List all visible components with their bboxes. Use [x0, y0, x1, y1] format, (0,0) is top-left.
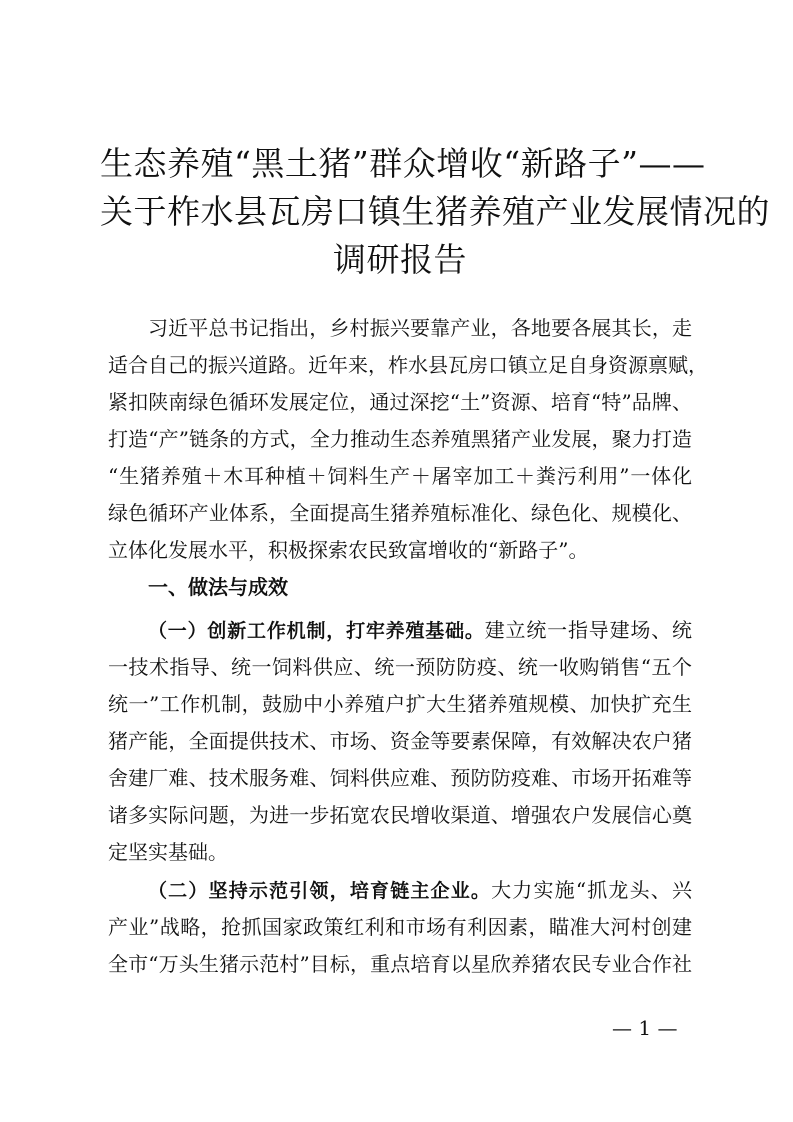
intro-line: 适合自己的振兴道路。近年来，柞水县瓦房口镇立足自身资源禀赋， — [108, 353, 708, 377]
section-1-line: 舍建厂难、技术服务难、饲料供应难、预防防疫难、市场开拓难等 — [108, 766, 692, 790]
section-1-line: 诸多实际问题，为进一步拓宽农民增收渠道、增强农户发展信心奠 — [108, 803, 692, 827]
section-2-lead: （二）坚持示范引领，培育链主企业。 — [148, 880, 492, 902]
section-2-line: 产业”战略，抢抓国家政策红利和市场有利因素，瞄准大河村创建 — [108, 915, 692, 939]
section-1-first-line-text: 建立统一指导建场、统 — [484, 618, 692, 642]
intro-line: 立体化发展水平，积极探索农民致富增收的“新路子”。 — [108, 538, 589, 562]
intro-line: 习近平总书记指出，乡村振兴要靠产业，各地要各展其长，走 — [148, 316, 692, 340]
intro-line: 紧扣陕南绿色循环发展定位，通过深挖“土”资源、培育“特”品牌、 — [108, 390, 692, 414]
section-heading: 一、做法与成效 — [148, 575, 288, 599]
section-1-first-line — [148, 618, 692, 642]
title-line: 关于柞水县瓦房口镇生猪养殖产业发展情况的 — [100, 192, 770, 231]
section-1-line: 统一”工作机制，鼓励中小养殖户扩大生猪养殖规模、加快扩充生 — [108, 692, 692, 716]
section-1-line: 一技术指导、统一饲料供应、统一预防防疫、统一收购销售“五个 — [108, 655, 692, 679]
intro-line: 打造“产”链条的方式，全力推动生态养殖黑猪产业发展，聚力打造 — [108, 427, 692, 451]
section-2-first-line-text: 大力实施“抓龙头、兴 — [491, 878, 692, 902]
section-1-line: 猪产能，全面提供技术、市场、资金等要素保障，有效解决农户猪 — [108, 729, 692, 753]
section-2-line: 全市“万头生猪示范村”目标，重点培育以星欣养猪农民专业合作社 — [108, 952, 692, 976]
intro-line: “生猪养殖＋木耳种植＋饲料生产＋屠宰加工＋粪污利用”一体化 — [108, 464, 692, 488]
section-1-line: 定坚实基础。 — [108, 840, 228, 864]
section-1-lead: （一）创新工作机制，打牢养殖基础。 — [148, 620, 485, 642]
title-line: 生态养殖“黑土猪”群众增收“新路子”—— — [100, 144, 706, 183]
intro-line: 绿色循环产业体系，全面提高生猪养殖标准化、绿色化、规模化、 — [108, 501, 692, 525]
document-title — [100, 140, 770, 284]
title-line: 调研报告 — [333, 240, 467, 279]
page-number: — 1 — — [612, 1016, 678, 1040]
section-2-first-line — [148, 878, 692, 902]
